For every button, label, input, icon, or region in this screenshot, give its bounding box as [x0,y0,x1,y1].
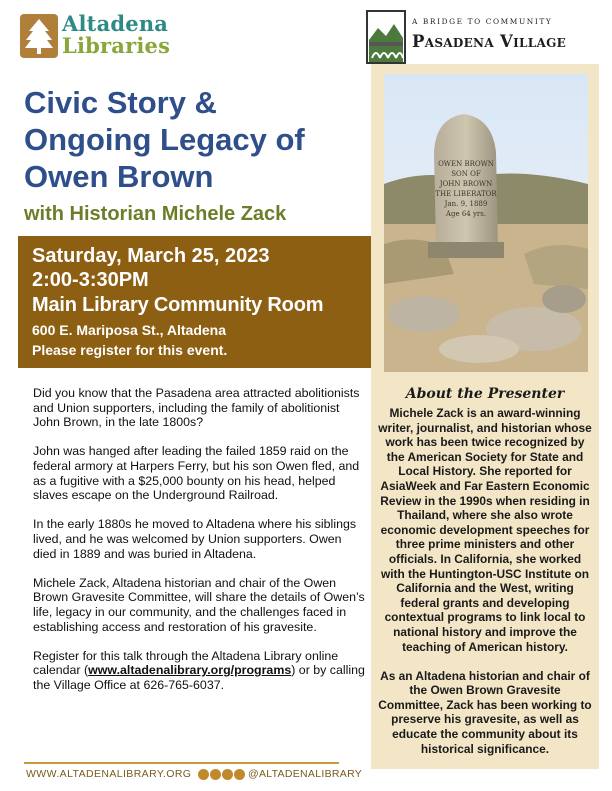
title-line: Owen Brown [24,159,214,194]
instagram-icon[interactable] [210,769,221,780]
libraries-wordmark: Libraries [62,33,171,58]
registration-text: ) or by calling the Village Office at 626-765-6037. [33,663,365,692]
stone-inscription: THE LIBERATOR [435,190,497,198]
description-paragraph: In the early 1880s he moved to Altadena where his siblings lived, and he was welcomed by Union supporters. Owen died in 1889 and was buried in Altadena. [33,517,357,561]
event-subtitle: with Historian Michele Zack [24,203,287,225]
event-address: 600 E. Mariposa St., Altadena [32,322,226,338]
stone-inscription: OWEN BROWN [438,160,494,168]
title-line: Civic Story & [24,85,217,120]
pv-tagline: A BRIDGE TO COMMUNITY [412,17,553,26]
twitter-icon[interactable] [222,769,233,780]
pv-wordmark: Pasadena Village [412,32,567,51]
about-paragraph: Michele Zack is an award-winning writer, journalist, and historian whose work has been twice recognized by the American Society for State and Local History. She reported for AsiaWeek and Far Eastern Economic Review in the 1990s when residing in Thailand, where she also wrote economic development speeches for three prime ministers and other officials. In California, she worked with the Huntington-USC Institute on California and the West, writing federal grants and developing contextual programs to link local to national history and improve the teaching of American history. [378,406,592,654]
altadena-libraries-logo [20,12,180,60]
footer-divider [24,762,339,764]
stone-inscription: SON OF [451,170,481,178]
title-line: Ongoing Legacy of [24,122,305,157]
event-location: Main Library Community Room [32,294,324,316]
footer-website-link[interactable]: WWW.ALTADENALIBRARY.ORG [26,768,192,780]
about-heading: About the Presenter [405,386,565,402]
social-handle[interactable]: @ALTADENALIBRARY [248,768,363,780]
tree-logo-icon [20,14,58,58]
registration-paragraph [33,649,367,693]
about-presenter [377,406,593,771]
event-description [33,386,367,707]
programs-link[interactable]: www.altadenalibrary.org/programs [88,663,292,678]
register-note: Please register for this event. [32,342,228,358]
altadena-wordmark: Altadena [62,11,169,36]
about-paragraph: As an Altadena historian and chair of the Owen Brown Gravesite Committee, Zack has been working to preserve his gravesite, as well as educate the community about its historical significance. [378,668,592,756]
stone-inscription: Jan. 9, 1889 [444,200,488,208]
event-details-band [18,236,371,368]
description-paragraph: Michele Zack, Altadena historian and chair of the Owen Brown Gravesite Committee, will share the details of Owen’s life, legacy in our community, and the challenges faced in establishing access and restoration of his gravesite. [33,575,365,634]
stone-inscription: JOHN BROWN [439,180,493,188]
description-paragraph: Did you know that the Pasadena area attracted abolitionists and Union supporters, including the family of abolitionist John Brown, in the late 1800s? [33,386,360,430]
facebook-icon[interactable] [198,769,209,780]
event-time: 2:00-3:30PM [32,269,149,291]
pasadena-village-logo [366,10,598,66]
registration-text: Register for this talk through the Altadena Library online calendar ( [33,648,339,678]
description-paragraph: John was hanged after leading the failed 1859 raid on the federal armory at Harpers Ferry, but his son Owen fled, and as a fugitive with a $25,000 bounty on his head, helped slaves escape on the Underground Railroad. [33,444,360,503]
event-title [24,84,374,195]
gravestone-photo [384,74,588,372]
bridge-logo-icon [366,10,406,64]
event-date: Saturday, March 25, 2023 [32,245,270,267]
stone-inscription: Age 64 yrs. [445,210,487,218]
youtube-icon[interactable] [234,769,245,780]
footer-social [198,766,362,782]
